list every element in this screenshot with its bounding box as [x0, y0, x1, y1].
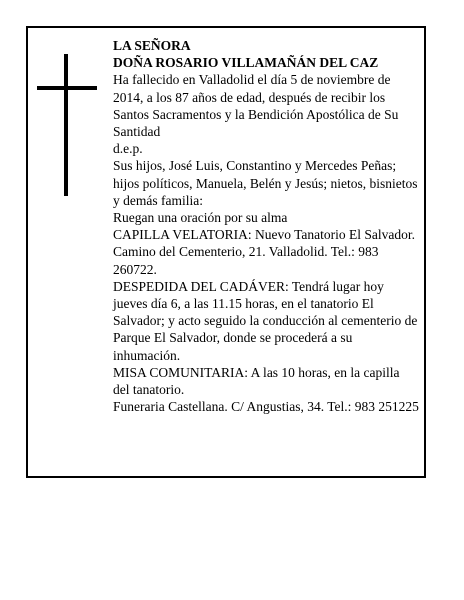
prayer-request: Ruegan una oración por su alma [113, 210, 288, 226]
farewell-info: DESPEDIDA DEL CADÁVER: Tendrá lugar hoy jueves día 6, a las 11.15 horas, en el tanatorio El Salvador; y acto seguido la conducción al cementerio de Parque El Salvador, donde se procederá a su inhumación. [113, 278, 418, 363]
notice-title: LA SEÑORA [113, 38, 191, 53]
obituary-text [113, 37, 419, 415]
family-list: Sus hijos, José Luis, Constantino y Mercedes Peñas; hijos políticos, Manuela, Belén y Jesús; nietos, bisnietos y demás familia: [113, 158, 418, 208]
dep-line: d.e.p. [113, 141, 143, 157]
funeral-home-info: Funeraria Castellana. C/ Angustias, 34. Tel.: 983 251225 [113, 399, 419, 415]
death-announcement: Ha fallecido en Valladolid el día 5 de noviembre de 2014, a los 87 años de edad, después de recibir los Santos Sacramentos y la Bendición Apostólica de Su Santidad [113, 72, 399, 140]
cross-icon [37, 54, 97, 196]
mass-info: MISA COMUNITARIA: A las 10 horas, en la capilla del tanatorio. [113, 364, 400, 398]
cross-vertical-bar [64, 54, 68, 196]
deceased-name: DOÑA ROSARIO VILLAMAÑÁN DEL CAZ [113, 55, 379, 71]
cross-horizontal-bar [37, 86, 97, 90]
wake-info: CAPILLA VELATORIA: Nuevo Tanatorio El Salvador. Camino del Cementerio, 21. Valladolid. Tel.: 983 260722. [113, 227, 416, 277]
